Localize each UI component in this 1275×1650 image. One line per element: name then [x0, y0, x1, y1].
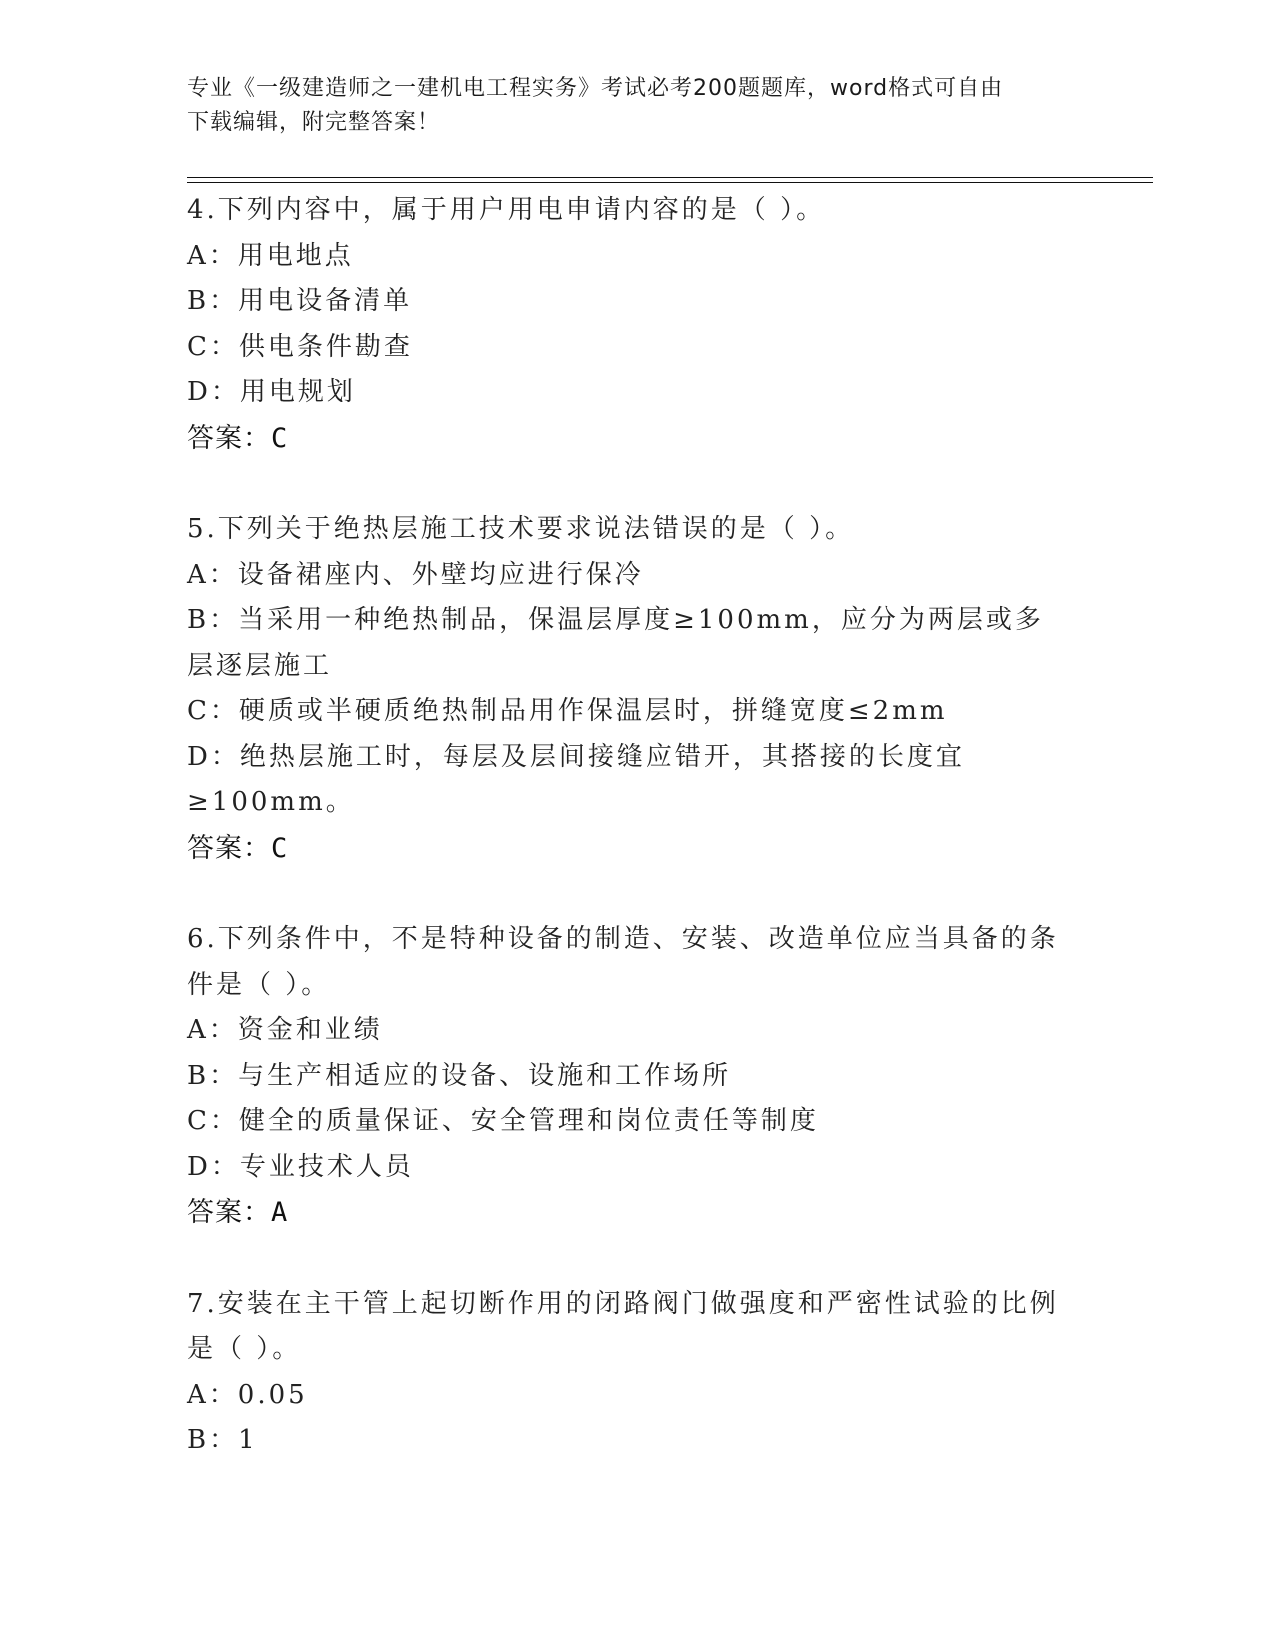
option-d: D：绝热层施工时，每层及层间接缝应错开，其搭接的长度宜≥100mm。: [187, 741, 965, 817]
question-stem: 5.下列关于绝热层施工技术要求说法错误的是（ ）。: [187, 514, 855, 544]
option-d: D：用电规划: [187, 377, 356, 407]
question-stem: 7.安装在主干管上起切断作用的闭路阀门做强度和严密性试验的比例是（ ）。: [187, 1288, 1059, 1364]
option-c: C：硬质或半硬质绝热制品用作保温层时，拼缝宽度≤2mm: [187, 696, 948, 726]
answer-value: C: [271, 422, 289, 454]
answer-line: [187, 416, 1067, 462]
option-a: A：设备裙座内、外壁均应进行保冷: [187, 559, 644, 590]
option-c: C：供电条件勘查: [187, 331, 413, 362]
answer-value: A: [271, 1197, 289, 1228]
answer-label: 答案：: [187, 422, 271, 454]
option-a: A：0.05: [187, 1379, 308, 1410]
answer-value: C: [271, 832, 289, 864]
answer-label: 答案：: [187, 832, 271, 864]
option-c: C：健全的质量保证、安全管理和岗位责任等制度: [187, 1106, 819, 1136]
question-7: [187, 1282, 1067, 1464]
answer-line: [187, 826, 1067, 872]
question-stem: 4.下列内容中，属于用户用电申请内容的是（ ）。: [187, 195, 826, 225]
header-divider-top: [187, 177, 1153, 178]
question-4: [187, 188, 1067, 461]
question-list: [187, 188, 1067, 1464]
document-header: [187, 72, 1067, 140]
option-b: B：当采用一种绝热制品，保温层厚度≥100mm，应分为两层或多层逐层施工: [187, 605, 1044, 681]
option-a: A：用电地点: [187, 240, 354, 271]
answer-line: [187, 1190, 1067, 1236]
option-b: B：与生产相适应的设备、设施和工作场所: [187, 1060, 732, 1091]
option-b: B：用电设备清单: [187, 286, 413, 316]
answer-label: 答案：: [187, 1197, 271, 1228]
question-6: [187, 917, 1067, 1236]
option-a: A：资金和业绩: [187, 1015, 383, 1045]
header-divider-bottom: [187, 182, 1153, 183]
option-d: D：专业技术人员: [187, 1151, 414, 1182]
header-line-2: 下载编辑，附完整答案！: [187, 110, 441, 135]
question-5: [187, 507, 1067, 871]
header-line-1: 专业《一级建造师之一建机电工程实务》考试必考200题题库，word格式可自由: [187, 76, 1004, 101]
option-b: B：1: [187, 1425, 258, 1455]
question-stem: 6.下列条件中，不是特种设备的制造、安装、改造单位应当具备的条件是（ ）。: [187, 924, 1059, 1000]
